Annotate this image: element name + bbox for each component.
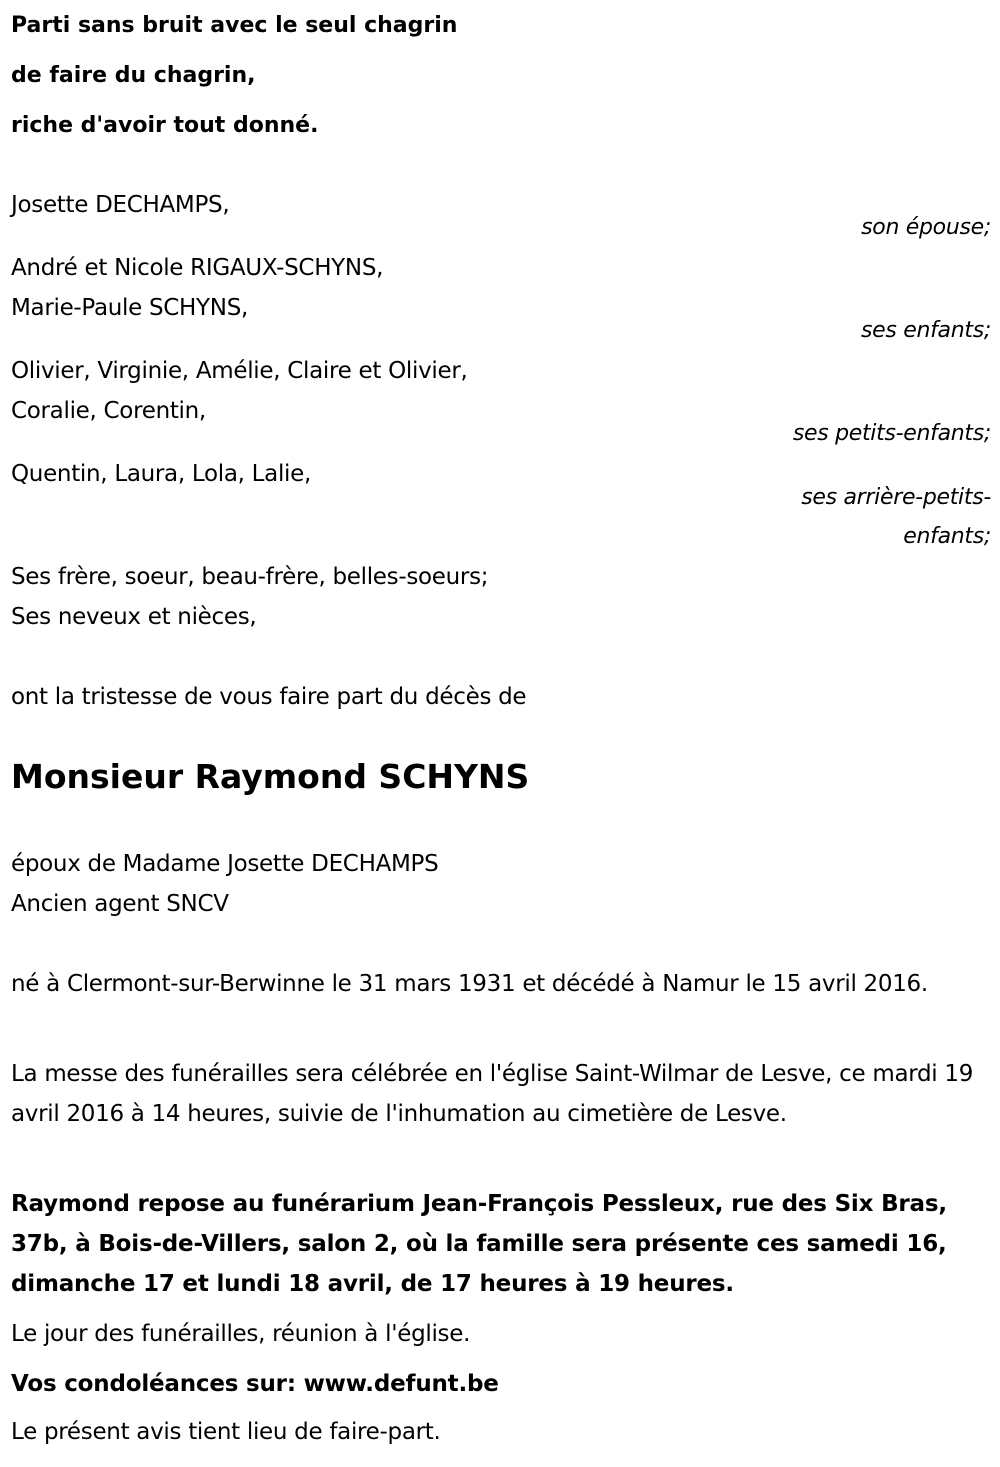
birth-death-details: né à Clermont-sur-Berwinne le 31 mars 1931 et décédé à Namur le 15 avril 2016. [11,971,928,997]
poem-line-3: riche d'avoir tout donné. [11,113,319,138]
announcement-text: ont la tristesse de vous faire part du décès de [11,684,527,710]
relatives-line-1: Ses frère, soeur, beau-frère, belles-soeurs; [11,564,489,590]
deceased-spouse-line: époux de Madame Josette DECHAMPS [11,851,439,877]
poem-line-2: de faire du chagrin, [11,63,256,88]
family-grandchildren-names-1: Olivier, Virginie, Amélie, Claire et Olivier, [11,358,468,384]
deceased-name: Monsieur Raymond SCHYNS [11,757,530,796]
family-great-grandchildren-role-2: enfants; [903,524,991,549]
family-children-role: ses enfants; [860,318,991,343]
visitation-details: Raymond repose au funérarium Jean-François Pessleux, rue des Six Bras, 37b, à Bois-de-Villers, salon 2, où la famille sera présente ces samedi 16, dimanche 17 et lundi 18 avril, de 17 heures à 19 heures. [11,1191,947,1297]
relatives-line-2: Ses neveux et nièces, [11,604,257,630]
family-great-grandchildren-names: Quentin, Laura, Lola, Lalie, [11,461,312,487]
poem-line-1: Parti sans bruit avec le seul chagrin [11,13,458,38]
funeral-mass-details: La messe des funérailles sera célébrée en l'église Saint-Wilmar de Lesve, ce mardi 19 avril 2016 à 14 heures, suivie de l'inhumation au cimetière de Lesve. [11,1061,974,1127]
family-child-name-2: Marie-Paule SCHYNS, [11,295,249,321]
notice-text: Le présent avis tient lieu de faire-part. [11,1419,441,1445]
family-child-name-1: André et Nicole RIGAUX-SCHYNS, [11,255,384,281]
family-grandchildren-names-2: Coralie, Corentin, [11,398,206,424]
family-spouse-role: son épouse; [861,215,991,240]
condolences-link[interactable]: Vos condoléances sur: www.defunt.be [11,1371,499,1397]
family-grandchildren-role: ses petits-enfants; [792,421,991,446]
meeting-details: Le jour des funérailles, réunion à l'église. [11,1321,471,1347]
family-spouse-name: Josette DECHAMPS, [11,192,230,218]
deceased-occupation: Ancien agent SNCV [11,891,229,917]
family-great-grandchildren-role-1: ses arrière-petits- [801,485,991,510]
